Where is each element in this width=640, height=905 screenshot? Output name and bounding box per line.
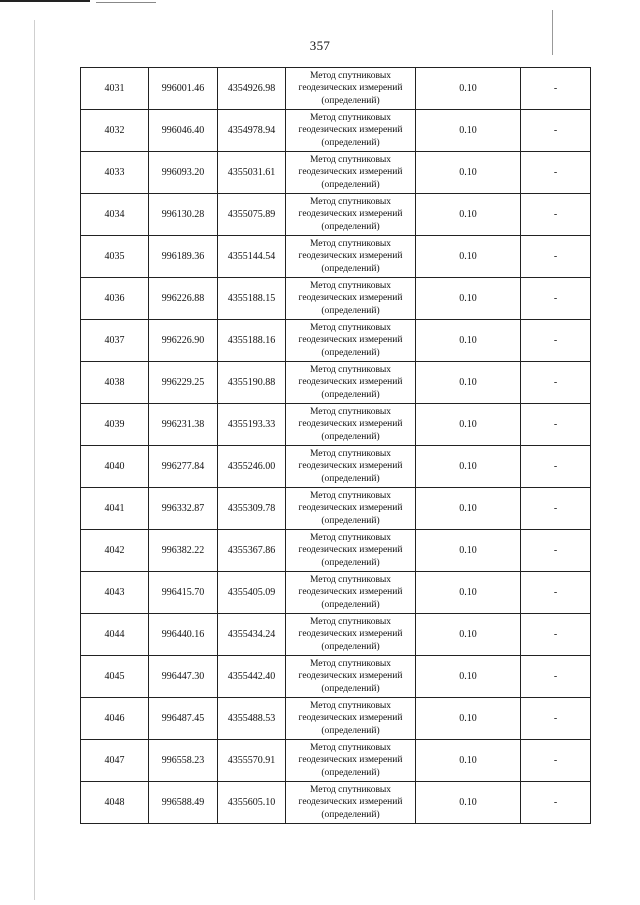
method-cell xyxy=(286,656,416,698)
y-coordinate-cell: 4355367.86 xyxy=(218,530,286,572)
accuracy-cell: 0.10 xyxy=(416,698,521,740)
method-line: Метод спутниковых xyxy=(309,742,392,753)
method-cell xyxy=(286,152,416,194)
point-number-cell: 4040 xyxy=(81,446,149,488)
y-coordinate-cell: 4355075.89 xyxy=(218,194,286,236)
table-row xyxy=(81,320,591,362)
page-number: 357 xyxy=(309,38,331,53)
method-line: (определений) xyxy=(321,683,380,694)
method-line: геодезических измерений xyxy=(298,461,403,472)
x-coordinate-cell: 996588.49 xyxy=(149,782,218,824)
x-coordinate-cell: 996046.40 xyxy=(149,110,218,152)
scan-edge-mark xyxy=(96,2,156,3)
extra-cell: - xyxy=(521,236,591,278)
accuracy-cell: 0.10 xyxy=(416,782,521,824)
table-row xyxy=(81,110,591,152)
accuracy-cell: 0.10 xyxy=(416,488,521,530)
method-line: Метод спутниковых xyxy=(309,280,392,291)
accuracy-cell: 0.10 xyxy=(416,740,521,782)
method-cell xyxy=(286,194,416,236)
method-line: (определений) xyxy=(321,599,380,610)
method-cell xyxy=(286,446,416,488)
extra-cell: - xyxy=(521,278,591,320)
table-row xyxy=(81,488,591,530)
method-cell xyxy=(286,320,416,362)
x-coordinate-cell: 996001.46 xyxy=(149,68,218,110)
accuracy-cell: 0.10 xyxy=(416,572,521,614)
y-coordinate-cell: 4355031.61 xyxy=(218,152,286,194)
extra-cell: - xyxy=(521,362,591,404)
y-coordinate-cell: 4355442.40 xyxy=(218,656,286,698)
method-line: Метод спутниковых xyxy=(309,322,392,333)
method-line: (определений) xyxy=(321,641,380,652)
x-coordinate-cell: 996415.70 xyxy=(149,572,218,614)
method-line: Метод спутниковых xyxy=(309,238,392,249)
y-coordinate-cell: 4355193.33 xyxy=(218,404,286,446)
point-number-cell: 4032 xyxy=(81,110,149,152)
method-line: геодезических измерений xyxy=(298,83,403,94)
method-line: (определений) xyxy=(321,473,380,484)
y-coordinate-cell: 4355188.15 xyxy=(218,278,286,320)
method-line: (определений) xyxy=(321,221,380,232)
method-line: (определений) xyxy=(321,347,380,358)
point-number-cell: 4034 xyxy=(81,194,149,236)
method-line: геодезических измерений xyxy=(298,209,403,220)
table-row xyxy=(81,404,591,446)
method-line: геодезических измерений xyxy=(298,797,403,808)
accuracy-cell: 0.10 xyxy=(416,152,521,194)
method-cell xyxy=(286,362,416,404)
point-number-cell: 4041 xyxy=(81,488,149,530)
accuracy-cell: 0.10 xyxy=(416,110,521,152)
method-line: Метод спутниковых xyxy=(309,490,392,501)
y-coordinate-cell: 4354926.98 xyxy=(218,68,286,110)
x-coordinate-cell: 996226.88 xyxy=(149,278,218,320)
x-coordinate-cell: 996229.25 xyxy=(149,362,218,404)
method-line: геодезических измерений xyxy=(298,713,403,724)
x-coordinate-cell: 996226.90 xyxy=(149,320,218,362)
method-line: геодезических измерений xyxy=(298,587,403,598)
method-line: (определений) xyxy=(321,431,380,442)
extra-cell: - xyxy=(521,488,591,530)
method-line: (определений) xyxy=(321,305,380,316)
x-coordinate-cell: 996382.22 xyxy=(149,530,218,572)
extra-cell: - xyxy=(521,740,591,782)
extra-cell: - xyxy=(521,572,591,614)
accuracy-cell: 0.10 xyxy=(416,236,521,278)
method-cell xyxy=(286,110,416,152)
method-cell xyxy=(286,68,416,110)
accuracy-cell: 0.10 xyxy=(416,446,521,488)
y-coordinate-cell: 4355570.91 xyxy=(218,740,286,782)
table-row xyxy=(81,236,591,278)
accuracy-cell: 0.10 xyxy=(416,68,521,110)
method-line: геодезических измерений xyxy=(298,293,403,304)
method-line: (определений) xyxy=(321,725,380,736)
x-coordinate-cell: 996189.36 xyxy=(149,236,218,278)
method-line: геодезических измерений xyxy=(298,755,403,766)
scan-edge-mark xyxy=(0,0,90,2)
table-row xyxy=(81,68,591,110)
method-line: геодезических измерений xyxy=(298,335,403,346)
table-row xyxy=(81,194,591,236)
point-number-cell: 4031 xyxy=(81,68,149,110)
point-number-cell: 4044 xyxy=(81,614,149,656)
point-number-cell: 4043 xyxy=(81,572,149,614)
point-number-cell: 4039 xyxy=(81,404,149,446)
method-cell xyxy=(286,278,416,320)
method-line: (определений) xyxy=(321,179,380,190)
method-cell xyxy=(286,572,416,614)
method-line: (определений) xyxy=(321,95,380,106)
method-line: геодезических измерений xyxy=(298,167,403,178)
extra-cell: - xyxy=(521,614,591,656)
accuracy-cell: 0.10 xyxy=(416,362,521,404)
accuracy-cell: 0.10 xyxy=(416,530,521,572)
method-line: Метод спутниковых xyxy=(309,658,392,669)
x-coordinate-cell: 996447.30 xyxy=(149,656,218,698)
table-row xyxy=(81,698,591,740)
method-line: Метод спутниковых xyxy=(309,532,392,543)
table-row xyxy=(81,614,591,656)
x-coordinate-cell: 996332.87 xyxy=(149,488,218,530)
table-row xyxy=(81,656,591,698)
method-line: геодезических измерений xyxy=(298,503,403,514)
table-row xyxy=(81,782,591,824)
x-coordinate-cell: 996277.84 xyxy=(149,446,218,488)
y-coordinate-cell: 4355605.10 xyxy=(218,782,286,824)
method-line: (определений) xyxy=(321,263,380,274)
accuracy-cell: 0.10 xyxy=(416,656,521,698)
method-line: (определений) xyxy=(321,389,380,400)
method-line: геодезических измерений xyxy=(298,629,403,640)
x-coordinate-cell: 996487.45 xyxy=(149,698,218,740)
extra-cell: - xyxy=(521,152,591,194)
method-line: геодезических измерений xyxy=(298,251,403,262)
method-line: геодезических измерений xyxy=(298,377,403,388)
y-coordinate-cell: 4355405.09 xyxy=(218,572,286,614)
method-line: Метод спутниковых xyxy=(309,616,392,627)
accuracy-cell: 0.10 xyxy=(416,320,521,362)
x-coordinate-cell: 996558.23 xyxy=(149,740,218,782)
method-cell xyxy=(286,530,416,572)
accuracy-cell: 0.10 xyxy=(416,278,521,320)
method-cell xyxy=(286,236,416,278)
x-coordinate-cell: 996231.38 xyxy=(149,404,218,446)
method-line: геодезических измерений xyxy=(298,545,403,556)
accuracy-cell: 0.10 xyxy=(416,404,521,446)
extra-cell: - xyxy=(521,68,591,110)
method-line: (определений) xyxy=(321,767,380,778)
table-row xyxy=(81,530,591,572)
extra-cell: - xyxy=(521,656,591,698)
x-coordinate-cell: 996440.16 xyxy=(149,614,218,656)
method-line: геодезических измерений xyxy=(298,671,403,682)
table-row xyxy=(81,278,591,320)
table-row xyxy=(81,446,591,488)
y-coordinate-cell: 4354978.94 xyxy=(218,110,286,152)
point-number-cell: 4035 xyxy=(81,236,149,278)
table-row xyxy=(81,362,591,404)
method-line: Метод спутниковых xyxy=(309,406,392,417)
method-line: (определений) xyxy=(321,137,380,148)
method-cell xyxy=(286,782,416,824)
y-coordinate-cell: 4355190.88 xyxy=(218,362,286,404)
y-coordinate-cell: 4355488.53 xyxy=(218,698,286,740)
x-coordinate-cell: 996093.20 xyxy=(149,152,218,194)
method-line: Метод спутниковых xyxy=(309,700,392,711)
method-line: Метод спутниковых xyxy=(309,196,392,207)
scan-edge-line xyxy=(34,20,35,900)
method-cell xyxy=(286,404,416,446)
point-number-cell: 4038 xyxy=(81,362,149,404)
method-cell xyxy=(286,740,416,782)
method-line: Метод спутниковых xyxy=(309,784,392,795)
point-number-cell: 4037 xyxy=(81,320,149,362)
y-coordinate-cell: 4355144.54 xyxy=(218,236,286,278)
method-cell xyxy=(286,698,416,740)
method-line: Метод спутниковых xyxy=(309,364,392,375)
point-number-cell: 4042 xyxy=(81,530,149,572)
point-number-cell: 4033 xyxy=(81,152,149,194)
table-row xyxy=(81,572,591,614)
coordinates-table xyxy=(80,67,591,824)
table-row xyxy=(81,740,591,782)
point-number-cell: 4036 xyxy=(81,278,149,320)
x-coordinate-cell: 996130.28 xyxy=(149,194,218,236)
method-line: Метод спутниковых xyxy=(309,574,392,585)
y-coordinate-cell: 4355246.00 xyxy=(218,446,286,488)
coordinates-table-body xyxy=(81,68,591,824)
method-line: (определений) xyxy=(321,515,380,526)
method-line: геодезических измерений xyxy=(298,125,403,136)
point-number-cell: 4047 xyxy=(81,740,149,782)
point-number-cell: 4046 xyxy=(81,698,149,740)
extra-cell: - xyxy=(521,530,591,572)
method-line: (определений) xyxy=(321,557,380,568)
method-line: Метод спутниковых xyxy=(309,70,392,81)
extra-cell: - xyxy=(521,782,591,824)
point-number-cell: 4048 xyxy=(81,782,149,824)
extra-cell: - xyxy=(521,404,591,446)
y-coordinate-cell: 4355188.16 xyxy=(218,320,286,362)
table-row xyxy=(81,152,591,194)
extra-cell: - xyxy=(521,194,591,236)
accuracy-cell: 0.10 xyxy=(416,194,521,236)
y-coordinate-cell: 4355309.78 xyxy=(218,488,286,530)
method-line: Метод спутниковых xyxy=(309,112,392,123)
accuracy-cell: 0.10 xyxy=(416,614,521,656)
extra-cell: - xyxy=(521,110,591,152)
extra-cell: - xyxy=(521,446,591,488)
method-cell xyxy=(286,488,416,530)
method-line: геодезических измерений xyxy=(298,419,403,430)
extra-cell: - xyxy=(521,320,591,362)
y-coordinate-cell: 4355434.24 xyxy=(218,614,286,656)
method-cell xyxy=(286,614,416,656)
point-number-cell: 4045 xyxy=(81,656,149,698)
extra-cell: - xyxy=(521,698,591,740)
method-line: (определений) xyxy=(321,809,380,820)
method-line: Метод спутниковых xyxy=(309,448,392,459)
method-line: Метод спутниковых xyxy=(309,154,392,165)
